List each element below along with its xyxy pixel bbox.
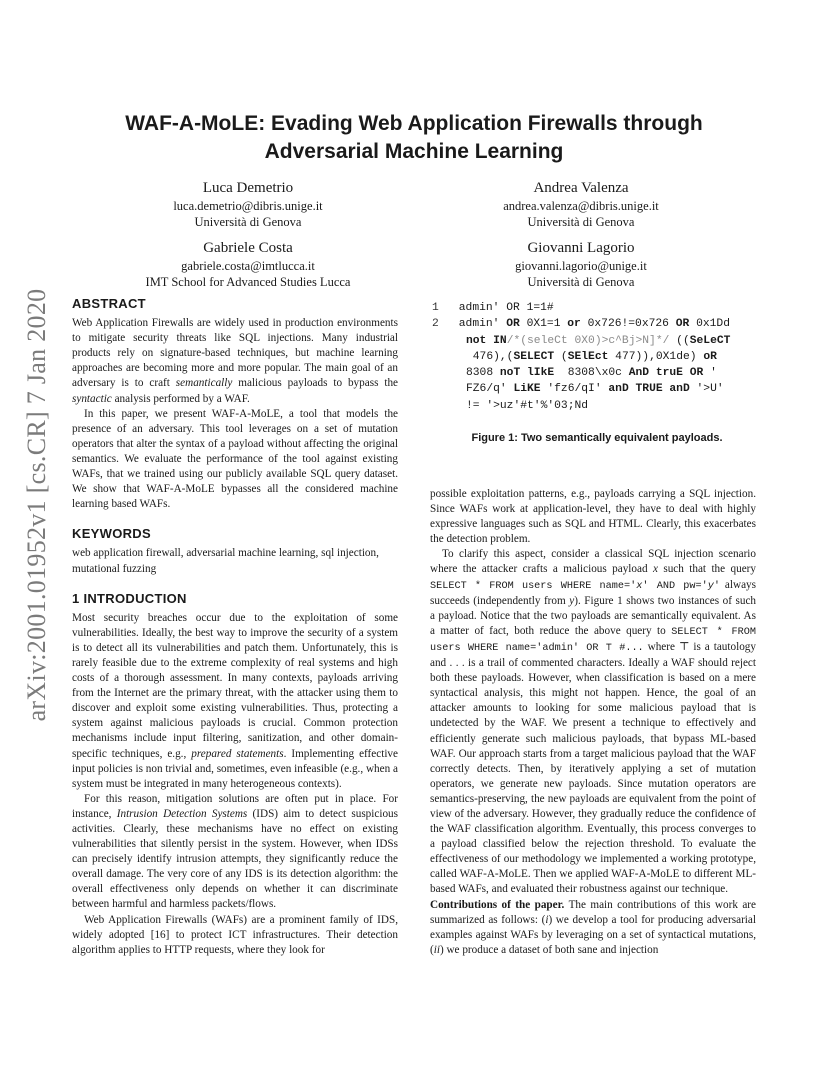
abstract-heading: ABSTRACT xyxy=(72,296,146,311)
author-affiliation: Università di Genova xyxy=(527,215,635,229)
figure-1-code: 1 admin' OR 1=1# 2 admin' OR 0X1=1 or 0x726!=0x726 OR 0x1Dd not IN/*(seleCt 0X0)>c^Bj>N]*/ ((SeLeCT 476),(SELECT (SElEct 477)),0X1de) oR 8308 noT lIkE 8308\x0c AnD truE OR ' FZ6/q' LiKE 'fz6/qI' anD TRUE anD '>U' != '>uz'#t'%'03;Nd xyxy=(432,300,762,414)
keywords-heading: KEYWORDS xyxy=(72,526,151,542)
abstract-paragraph-1: Web Application Firewalls are widely used in production environments to mitigate security threats like SQL injections. Many industrial products rely on signature-based techniques, but machine learning approaches are becoming more and more popular. The main goal of an adversary is to craft semantically malicious payloads to bypass the syntactic analysis performed by a WAF. xyxy=(72,317,399,405)
author-1 xyxy=(98,178,398,230)
author-4 xyxy=(431,238,731,290)
figure-1-caption: Figure 1: Two semantically equivalent payloads. xyxy=(471,432,723,444)
right-paragraph-2: To clarify this aspect, consider a classical SQL injection scenario where the attacker crafts a malicious payload x such that the query SELECT * FROM users WHERE name='x' AND pw='y' always succeeds (independently from y). Figure 1 shows two instances of such a payload. Notice that the two payloads are semantically equivalent. As a matter of fact, both reduce the above query to SELECT * FROM users WHERE name='admin' OR ⊤ #... where ⊤ is a tautology and . . . is a trail of commented characters. Ideally a WAF should reject both these payloads. However, when classification is based on a mere syntactical analysis, this might not happen. Hence, the goal of an attacker amounts to looking for some malicious payload that is undetected by the WAF. We present a technique to effectively and efficiently generate such malicious payloads, that bypass ML-based WAF. Our approach starts from a target malicious payload that the WAF correctly detects. Then, by iteratively applying a set of mutation operators, we generate new payloads. Since mutation operators are semantics-preserving, the new payloads are equivalent from the point of view of the adversary. However, they gradually reduce the confidence of the WAF classification algorithm. Eventually, this process converges to a payload classified below the rejection threshold. To evaluate the effectiveness of our methodology we implemented a working prototype, called WAF-A-MoLE. Then we applied WAF-A-MoLE to different ML-based WAFs, and evaluated their robustness against our technique. xyxy=(430,548,756,896)
author-3 xyxy=(98,238,398,290)
code-line-1: 1 admin' OR 1=1# xyxy=(432,300,762,316)
title-line-1: WAF-A-MoLE: Evading Web Application Firewalls through xyxy=(125,112,703,135)
author-email: andrea.valenza@dibris.unige.it xyxy=(503,199,659,213)
keywords-text: web application firewall, adversarial machine learning, sql injection, mutational fuzzing xyxy=(72,547,379,575)
intro-paragraph-2: For this reason, mitigation solutions are often put in place. For instance, Intrusion Detection Systems (IDS) aim to detect suspicious activities. Clearly, these mechanisms have no effect on existing vulnerabilities that silently persist in the system. However, when IDSs can precisely identify intrusion attempts, they significantly reduce the overall damage. The very core of any IDS is its detection algorithm: the overall effectiveness only depends on whether it can discriminate between harmful and harmless packets/flows. xyxy=(72,792,399,911)
code-line-2: 2 admin' OR 0X1=1 or 0x726!=0x726 OR 0x1Dd xyxy=(432,316,762,332)
author-name: Giovanni Lagorio xyxy=(527,240,635,256)
author-2 xyxy=(431,178,731,230)
introduction-heading: 1 INTRODUCTION xyxy=(72,590,187,606)
author-email: gabriele.costa@imtlucca.it xyxy=(181,259,315,273)
intro-paragraph-1: Most security breaches occur due to the exploitation of some vulnerabilities. Ideally, the best way to improve the security of a system is to detect all its vulnerabilities and patch them. Unfortunately, this is rarely feasible due to the extreme complexity of real systems and high costs of a thorough assessment. In many contexts, payloads arriving from the Internet are the primary threat, with the attacker using them to discover and exploit some existing vulnerabilities. Thus, protecting a system against malicious payloads is crucial. Common protection mechanisms include input filtering, sanitization, and other domain-specific techniques, e.g., prepared statements. Implementing effective input policies is non trivial and, sometimes, even infeasible (e.g., when a system must be integrated in many heterogeneous contexts). xyxy=(72,611,398,790)
author-affiliation: Università di Genova xyxy=(527,275,635,289)
author-email: luca.demetrio@dibris.unige.it xyxy=(173,199,323,213)
paper-title xyxy=(70,110,758,166)
abstract-paragraph-2: In this paper, we present WAF-A-MoLE, a tool that models the presence of an adversary. This tool leverages on a set of mutation operators that alter the syntax of a payload without affecting the original semantics. We evaluate the performance of the tool against existing WAFs, that we trained using our publicly available SQL query dataset. We show that WAF-A-MoLE bypasses all the considered machine learning based WAFs. xyxy=(72,407,398,511)
right-paragraph-3: Contributions of the paper. The main contributions of this work are summarized as follows: (i) we develop a tool for producing adversarial examples against WAFs by leveraging on a set of syntactical mutations, (ii) we produce a dataset of both sane and injection xyxy=(430,898,756,956)
line-number: 1 xyxy=(432,302,439,314)
right-column xyxy=(430,487,756,958)
intro-paragraph-3: Web Application Firewalls (WAFs) are a prominent family of IDS, widely adopted [16] to protect ICT infrastructures. Their detection algorithm applies to HTTP requests, where they look for xyxy=(72,913,398,956)
author-affiliation: IMT School for Advanced Studies Lucca xyxy=(145,275,351,289)
line-number: 2 xyxy=(432,318,439,331)
author-name: Gabriele Costa xyxy=(203,240,293,256)
title-line-2: Adversarial Machine Learning xyxy=(264,140,564,163)
author-affiliation: Università di Genova xyxy=(194,215,302,229)
arxiv-id: arXiv:2001.01952v1 [cs.CR] 7 Jan 2020 xyxy=(22,288,51,722)
author-email: giovanni.lagorio@unige.it xyxy=(515,259,647,273)
left-column xyxy=(72,296,398,958)
author-name: Andrea Valenza xyxy=(533,180,629,196)
right-paragraph-1: possible exploitation patterns, e.g., payloads carrying a SQL injection. Since WAFs work at application-level, they have to deal with highly expressive languages such as SQL and HTML. Clearly, this exacerbates the detection problem. xyxy=(430,488,756,546)
author-name: Luca Demetrio xyxy=(202,180,294,196)
arxiv-sidebar xyxy=(22,288,52,722)
